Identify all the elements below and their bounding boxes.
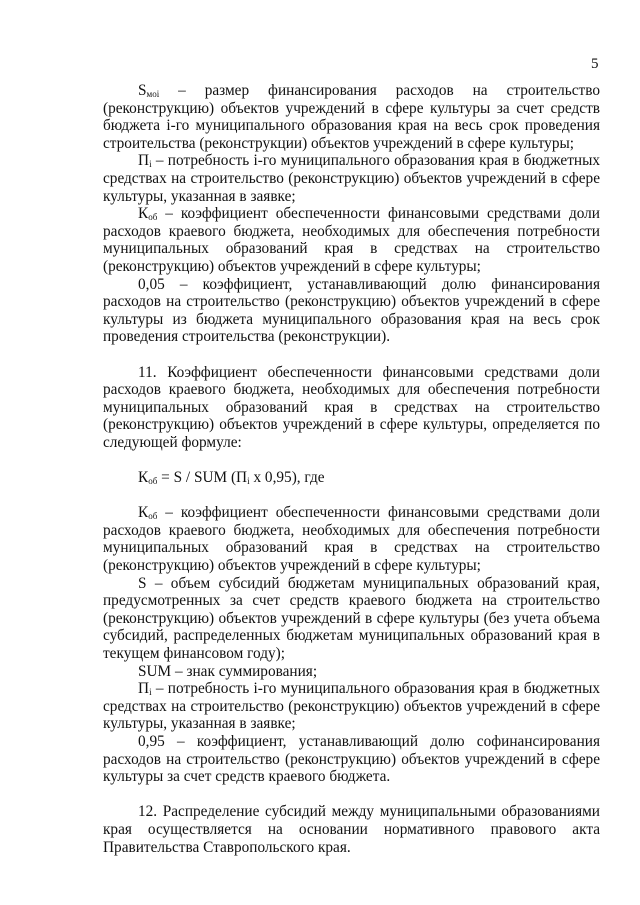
document-body: [103, 82, 600, 856]
definition-k-ob-2: $К_{об}$ – коэффициент обеспеченности финансовыми средствами доли расходов краевого бюджета, необходимых для обеспечения потребности муниципальных образований края в средствах на строительство (реконструкцию) объектов учреждений в сфере культуры;: [103, 504, 600, 575]
section-12-paragraph: 12. Распределение субсидий между муниципальными образованиями края осуществляется на основании нормативного правового акта Правительства Ставропольского края.: [103, 803, 600, 856]
symbol: $П_i$: [138, 680, 152, 698]
formula: $К_{об} = S$ / SUM ($П_i$ x 0,95), где: [138, 469, 325, 487]
symbol: $К_{об}$: [138, 504, 158, 522]
section-11-paragraph: 11. Коэффициент обеспеченности финансовыми средствами доли расходов краевого бюджета, необходимых для обеспечения потребности муниципальных образований края в средствах на строительство (реконструкцию) объектов учреждений в сфере культуры, определяется по следующей формуле:: [103, 363, 600, 451]
definition-sum: SUM – знак суммирования;: [138, 662, 318, 680]
page-number: 5: [591, 56, 599, 72]
definition-s-moi: $S_{моi}$ – размер финансирования расходов на строительство (реконструкцию) объектов учреждений в сфере культуры за счет средств бюджета i-го муниципального образования края на весь срок проведения строительства (реконструкции) объектов учреждений в сфере культуры;: [103, 82, 600, 152]
symbol: $П_i$: [138, 152, 152, 170]
definition-k-ob: $К_{об}$ – коэффициент обеспеченности финансовыми средствами доли расходов краевого бюджета, необходимых для обеспечения потребности муниципальных образований края в средствах на строительство (реконструкцию) объектов учреждений в сфере культуры;: [103, 205, 600, 275]
definition-s: S – объем субсидий бюджетам муниципальных образований края, предусмотренных за счет средств краевого бюджета на строительство (реконструкцию) объектов учреждений в сфере культуры (без учета объема субсидий, распределенных бюджетам муниципальных образований края в текущем финансовом году);: [103, 574, 600, 662]
symbol: $К_{об}$: [138, 205, 158, 223]
definition-0-95: 0,95 – коэффициент, устанавливающий долю софинансирования расходов на строительство (реконструкцию) объектов учреждений в сфере культуры за счет средств краевого бюджета.: [103, 732, 600, 786]
definition-p-i-2: $П_i$ – потребность i-го муниципального образования края в бюджетных средствах на строительство (реконструкцию) объектов учреждений в сфере культуры, указанная в заявке;: [103, 680, 600, 733]
definition-p-i: $П_i$ – потребность i-го муниципального образования края в бюджетных средствах на строительство (реконструкцию) объектов учреждений в сфере культуры, указанная в заявке;: [103, 152, 600, 205]
definition-0-05: 0,05 – коэффициент, устанавливающий долю финансирования расходов на строительство (реконструкцию) объектов учреждений в сфере культуры из бюджета муниципального образования края на весь срок проведения строительства (реконструкции).: [103, 275, 600, 346]
symbol: $S_{моi}$: [138, 82, 160, 99]
